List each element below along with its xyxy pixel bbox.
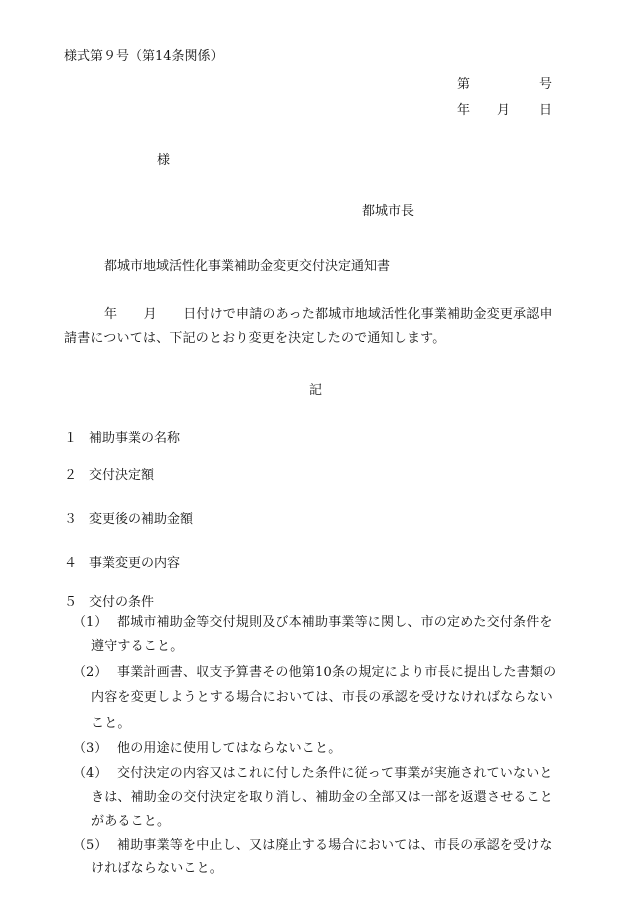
item-number: ４ (64, 556, 78, 571)
addressee: 様 (157, 153, 171, 168)
date-day: 日 (539, 103, 553, 118)
condition-line: があること。 (91, 814, 171, 829)
condition-line: こと。 (91, 716, 131, 731)
condition-line: 他の用途に使用してはならないこと。 (117, 741, 342, 756)
condition-number: （5） (73, 838, 108, 853)
number-prefix: 第 (457, 77, 471, 92)
date-year: 年 (457, 103, 471, 118)
form-label: 様式第９号（第14条関係） (64, 49, 224, 64)
condition-line: 交付決定の内容又はこれに付した条件に従って事業が実施されていないと (117, 766, 553, 781)
item-number: ２ (64, 468, 78, 483)
condition-number: （2） (73, 665, 108, 680)
item-label: 変更後の補助金額 (89, 512, 194, 527)
date-month: 月 (497, 103, 511, 118)
item-label: 交付決定額 (89, 468, 155, 483)
condition-number: （3） (73, 741, 108, 756)
body-line: 請書については、下記のとおり変更を決定したので通知します。 (64, 331, 446, 346)
condition-line: 遵守すること。 (91, 639, 184, 654)
item-label: 事業変更の内容 (89, 556, 181, 571)
item-number: ３ (64, 512, 78, 527)
sender: 都城市長 (362, 204, 415, 219)
ki-heading: 記 (309, 383, 323, 398)
item-label: 交付の条件 (89, 595, 155, 610)
condition-line: 内容を変更しようとする場合においては、市長の承認を受けなければならない (91, 690, 554, 705)
document-title: 都城市地域活性化事業補助金変更交付決定通知書 (104, 259, 391, 274)
condition-line: 事業計画書、収支予算書その他第10条の規定により市長に提出した書類の (117, 665, 557, 680)
condition-line: 都城市補助金等交付規則及び本補助事業等に関し、市の定めた交付条件を (117, 615, 553, 630)
condition-number: （4） (73, 766, 108, 781)
item-number: ５ (64, 595, 78, 610)
number-suffix: 号 (539, 77, 553, 92)
condition-line: きは、補助金の交付決定を取り消し、補助金の全部又は一部を返還させること (91, 790, 554, 805)
condition-line: 補助事業等を中止し、又は廃止する場合においては、市長の承認を受けな (117, 838, 553, 853)
body-line: 年 月 日付けで申請のあった都城市地域活性化事業補助金変更承認申 (104, 307, 553, 322)
item-label: 補助事業の名称 (89, 431, 181, 446)
condition-number: （1） (73, 615, 108, 630)
condition-line: ければならないこと。 (91, 861, 224, 876)
item-number: １ (64, 431, 78, 446)
